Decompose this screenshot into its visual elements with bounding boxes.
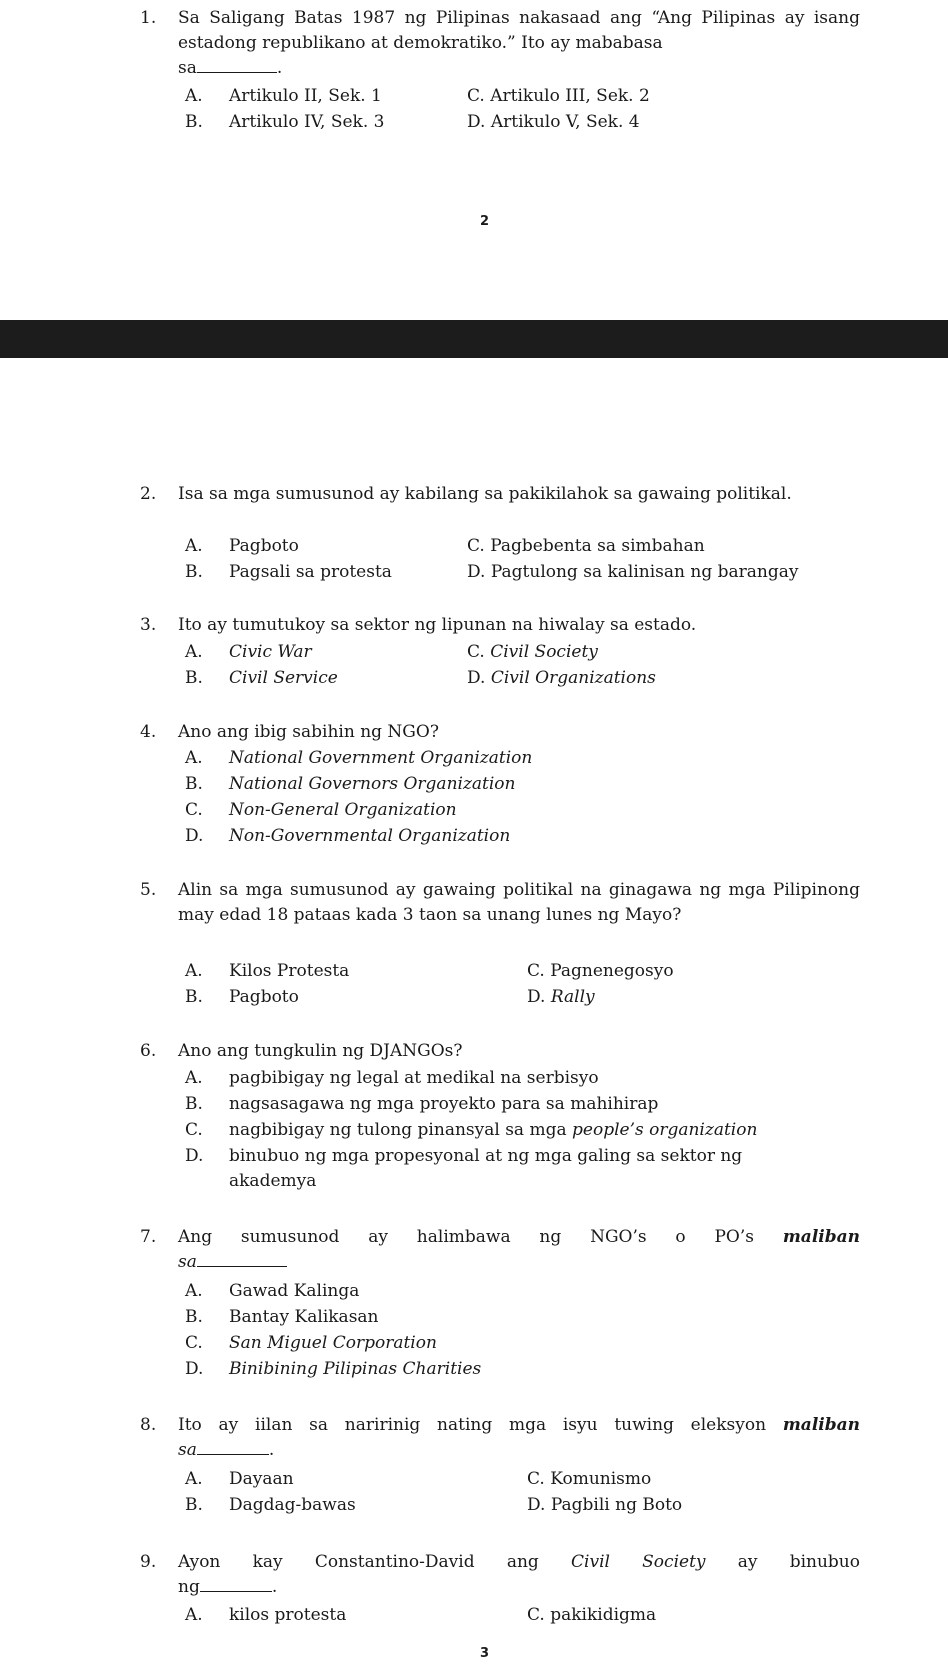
question-6	[140, 1039, 860, 1064]
page-number: 2	[480, 214, 490, 229]
option-c: C. Pagnenegosyo	[527, 961, 674, 981]
question-9	[140, 1550, 860, 1600]
option-d: D. Binibining Pilipinas Charities	[185, 1359, 482, 1379]
option-b: B. Civil Service	[185, 668, 338, 688]
option-c: C. Pagbebenta sa simbahan	[467, 536, 705, 556]
question-5	[140, 878, 860, 928]
answer-blank	[197, 1440, 269, 1455]
option-c: C. San Miguel Corporation	[185, 1333, 437, 1353]
question-stem: Ano ang tungkulin ng DJANGOs?	[178, 1041, 463, 1061]
option-d: D. Rally	[527, 987, 595, 1007]
option-b: B. nagsasagawa ng mga proyekto para sa mahihirap	[185, 1094, 659, 1114]
question-stem: Ayon kay Constantino-David ang Civil Society ay binubuo ng .	[178, 1552, 860, 1597]
question-4	[140, 720, 860, 745]
question-number: 2.	[140, 484, 157, 504]
option-c: C. pakikidigma	[527, 1605, 657, 1625]
option-a: A. National Government Organization	[185, 748, 533, 768]
option-a: A. Dayaan	[185, 1469, 294, 1489]
question-number: 1.	[140, 8, 157, 28]
question-stem: Isa sa mga sumusunod ay kabilang sa pakikilahok sa gawaing politikal.	[178, 484, 792, 504]
option-b: B. Pagboto	[185, 987, 299, 1007]
option-c: C. Civil Society	[467, 642, 598, 662]
option-a: A. Gawad Kalinga	[185, 1281, 360, 1301]
question-stem: Ito ay iilan sa naririnig nating mga isyu tuwing eleksyon maliban sa .	[178, 1415, 860, 1460]
option-d: D. binubuo ng mga propesyonal at ng mga galing sa sektor ng akademya	[185, 1146, 743, 1191]
question-7	[140, 1225, 860, 1275]
option-a: A. Pagboto	[185, 536, 299, 556]
question-stem: Ang sumusunod ay halimbawa ng NGO’s o PO’s maliban sa	[178, 1227, 860, 1272]
option-b: B. Pagsali sa protesta	[185, 562, 392, 582]
question-2	[140, 482, 860, 507]
page-number: 3	[480, 1646, 490, 1661]
question-number: 9.	[140, 1552, 157, 1572]
answer-blank	[200, 1577, 272, 1592]
question-stem: Sa Saligang Batas 1987 ng Pilipinas nakasaad ang “Ang Pilipinas ay isang estadong republikano at demokratiko.” Ito ay mababasa sa .	[178, 8, 860, 78]
option-a: A. kilos protesta	[185, 1605, 347, 1625]
question-stem: Ito ay tumutukoy sa sektor ng lipunan na hiwalay sa estado.	[178, 615, 697, 635]
question-number: 5.	[140, 880, 157, 900]
question-number: 7.	[140, 1227, 157, 1247]
option-b: B. Bantay Kalikasan	[185, 1307, 379, 1327]
option-d: D. Pagtulong sa kalinisan ng barangay	[467, 562, 799, 582]
question-stem: Alin sa mga sumusunod ay gawaing politikal na ginagawa ng mga Pilipinong may edad 18 pataas kada 3 taon sa unang lunes ng Mayo?	[178, 880, 860, 925]
question-8	[140, 1413, 860, 1463]
question-number: 6.	[140, 1041, 157, 1061]
option-a: A. Artikulo II, Sek. 1	[185, 86, 382, 106]
question-number: 4.	[140, 722, 157, 742]
page-divider-bar	[0, 320, 948, 358]
option-c: C. Artikulo III, Sek. 2	[467, 86, 650, 106]
option-d: D. Civil Organizations	[467, 668, 656, 688]
question-number: 8.	[140, 1415, 157, 1435]
option-a: A. Civic War	[185, 642, 312, 662]
answer-blank	[197, 58, 277, 73]
option-a: A. Kilos Protesta	[185, 961, 350, 981]
option-b: B. Artikulo IV, Sek. 3	[185, 112, 385, 132]
option-a: A. pagbibigay ng legal at medikal na serbisyo	[185, 1068, 599, 1088]
question-stem: Ano ang ibig sabihin ng NGO?	[178, 722, 439, 742]
option-b: B. Dagdag-bawas	[185, 1495, 356, 1515]
option-d: D. Non-Governmental Organization	[185, 826, 511, 846]
option-c: C. Komunismo	[527, 1469, 652, 1489]
option-b: B. National Governors Organization	[185, 774, 516, 794]
question-number: 3.	[140, 615, 157, 635]
question-1	[140, 6, 860, 81]
option-d: D. Artikulo V, Sek. 4	[467, 112, 640, 132]
question-3	[140, 613, 860, 638]
option-d: D. Pagbili ng Boto	[527, 1495, 683, 1515]
option-c: C. Non-General Organization	[185, 800, 457, 820]
answer-blank	[197, 1252, 287, 1267]
option-c: C. nagbibigay ng tulong pinansyal sa mga people’s organization	[185, 1120, 758, 1140]
